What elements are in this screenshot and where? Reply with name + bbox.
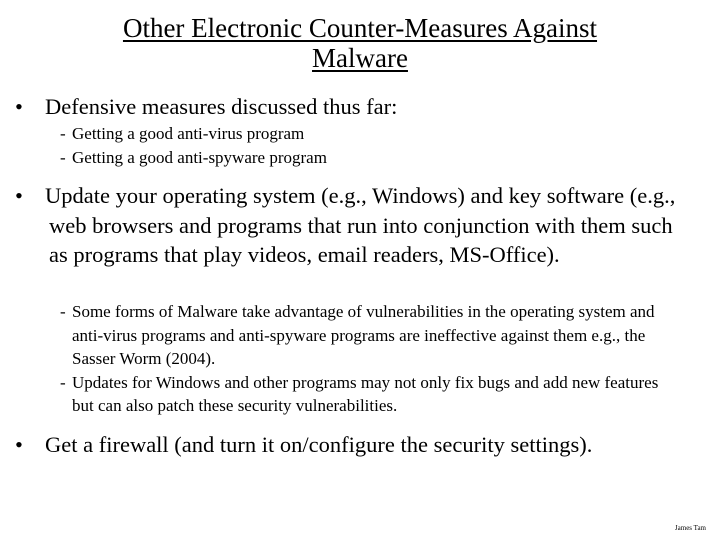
bullet-text: Defensive measures discussed thus far: [45,94,398,119]
sub-item-anti-virus [60,122,680,146]
bullet-text-wrapper [15,181,692,270]
sub-item-text: Some forms of Malware take advantage of vulnerabilities in the operating system and anti-virus programs and anti-spyware programs are ineffective against them e.g., the Sasser Worm (2004). [72,302,655,368]
bullet-update-os [15,181,692,270]
bullet-marker: • [15,94,23,119]
bullet-marker: • [15,432,23,457]
slide-title [40,13,680,73]
bullet-text-wrapper [15,92,692,122]
bullet-text: Update your operating system (e.g., Windows) and key software (e.g., web browsers and programs that run into conjunction with them such as programs that play videos, email readers, MS-Office). [45,183,676,267]
bullet-text: Get a firewall (and turn it on/configure the security settings). [45,432,593,457]
sub-item-text: Getting a good anti-virus program [72,124,305,143]
sub-item-text: Updates for Windows and other programs may not only fix bugs and add new features but can also patch these security vulnerabilities. [72,372,659,415]
sub-item-vulnerabilities [60,300,680,371]
sub-item-marker: - [60,124,66,143]
slide-title-line-1: Other Electronic Counter-Measures Against [122,13,598,43]
bullet-marker: • [15,183,23,208]
bullet-defensive-measures [15,92,692,122]
bullet-text-wrapper [15,430,692,460]
sub-item-marker: - [60,372,66,392]
slide-title-line-2: Malware [312,43,408,73]
sub-item-updates-patch [60,371,680,418]
sub-item-anti-spyware [60,146,680,170]
sub-item-marker: - [60,147,66,167]
sub-item-text: Getting a good anti-spyware program [72,147,327,167]
sub-list-defensive-measures [60,122,680,169]
sub-list-update-os [60,300,680,418]
footer-author: James Tam [674,524,706,532]
sub-item-marker: - [60,302,66,321]
bullet-firewall [15,430,692,460]
